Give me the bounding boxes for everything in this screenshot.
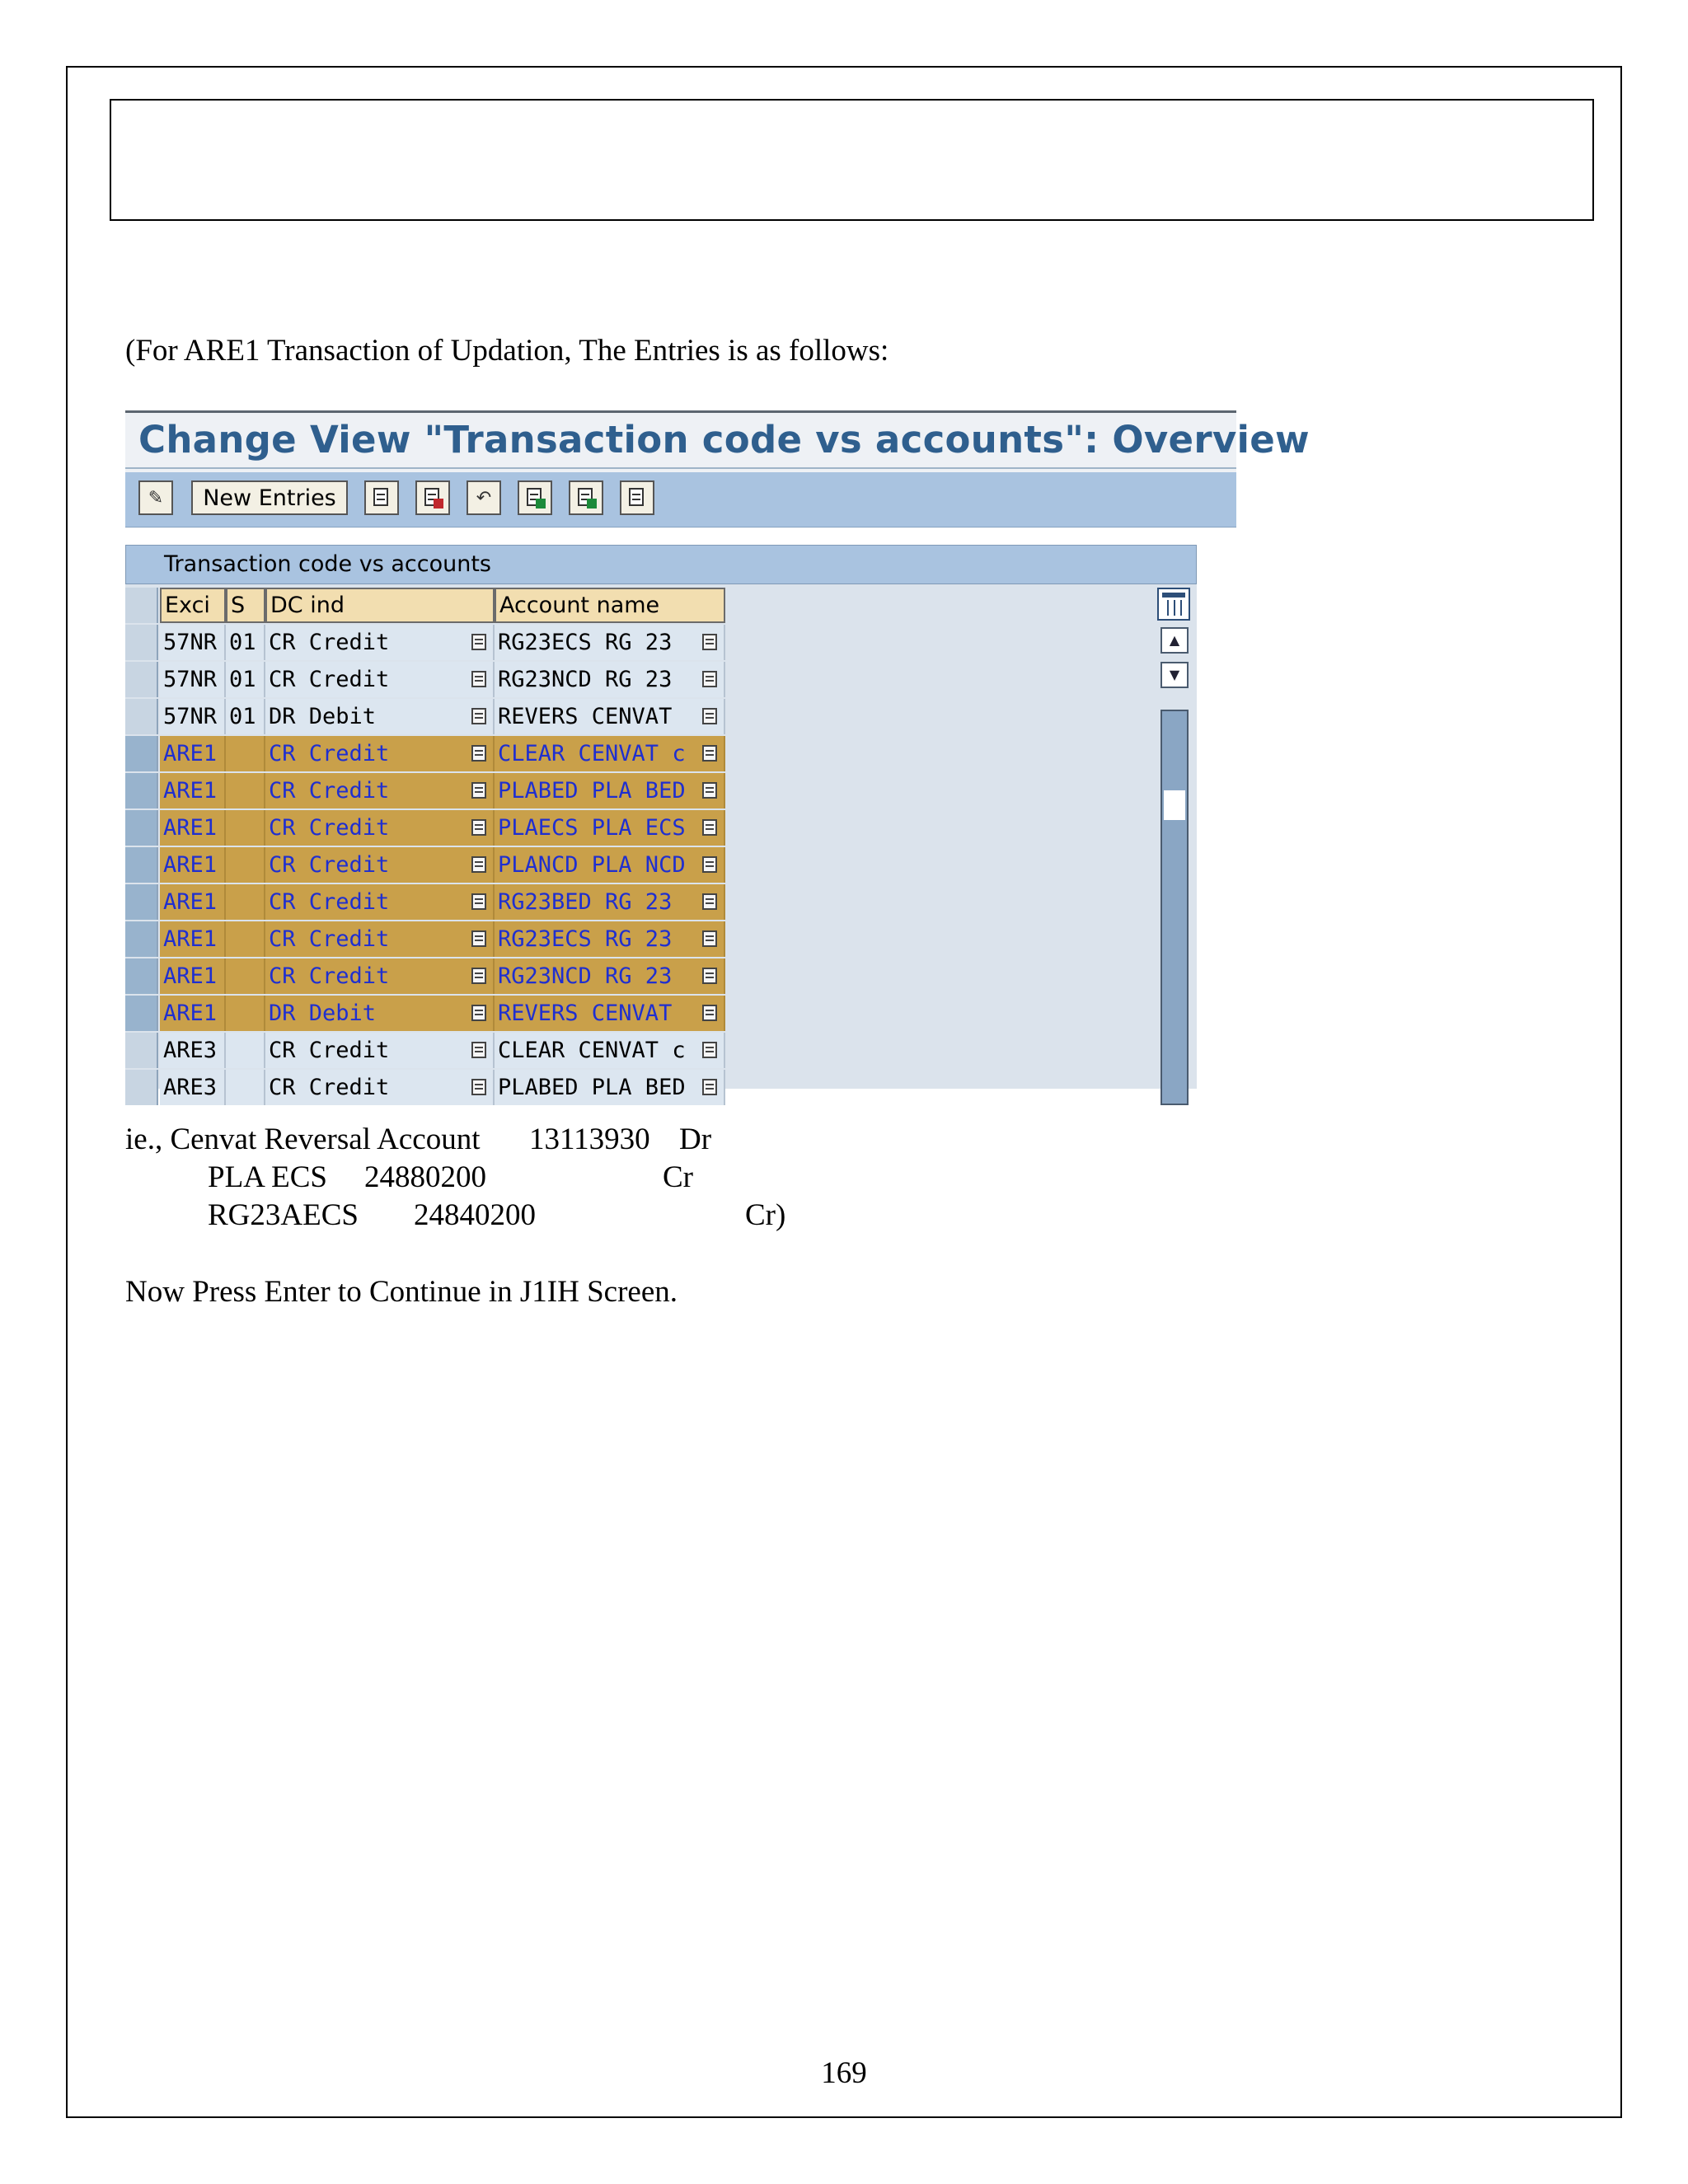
cell-exci[interactable]: ARE1 [160,810,226,846]
cell-account-name[interactable]: RG23ECS RG 23 [495,921,725,957]
select-all-button[interactable] [518,480,552,515]
screen-body [125,528,1236,1100]
cell-account-name[interactable]: RG23NCD RG 23 [495,662,725,697]
cell-account-name[interactable]: PLANCD PLA NCD [495,847,725,883]
row-selector[interactable] [125,996,158,1031]
intro-text: (For ARE1 Transaction of Updation, The Entries is as follows: [125,334,889,368]
value-help-icon[interactable] [702,1079,717,1095]
value-help-icon[interactable] [471,1042,486,1058]
value-help-icon[interactable] [702,782,717,799]
cell-exci[interactable]: 57NR [160,625,226,660]
cell-dc-ind[interactable]: CR Credit [265,958,495,994]
entry-account-number: 24840200 [414,1198,536,1232]
cell-exci[interactable]: ARE1 [160,958,226,994]
cell-exci[interactable]: 57NR [160,662,226,697]
cell-s[interactable] [226,958,265,994]
scroll-up-button[interactable]: ▲ [1160,627,1189,654]
column-header-account-name[interactable]: Account name [495,588,725,623]
cell-account-name[interactable]: PLABED PLA BED [495,773,725,808]
value-help-icon[interactable] [471,930,486,947]
scroll-down-button[interactable]: ▼ [1160,662,1189,688]
row-selector[interactable] [125,921,158,957]
cell-account-name[interactable]: PLAECS PLA ECS [495,810,725,846]
row-selector[interactable] [125,773,158,808]
cell-s[interactable] [226,1033,265,1068]
cell-s[interactable]: 01 [226,625,265,660]
table-caption: Transaction code vs accounts [125,545,1197,584]
cell-s[interactable] [226,1070,265,1105]
value-help-icon[interactable] [471,708,486,724]
entry-label: RG23AECS [208,1198,359,1232]
cell-account-name[interactable]: RG23ECS RG 23 [495,625,725,660]
cell-s[interactable] [226,921,265,957]
cell-s[interactable] [226,736,265,771]
row-selector[interactable] [125,1070,158,1105]
value-help-icon[interactable] [702,1042,717,1058]
cell-account-name[interactable]: RG23NCD RG 23 [495,958,725,994]
value-help-icon[interactable] [471,856,486,873]
cell-exci[interactable]: ARE1 [160,921,226,957]
cell-s[interactable] [226,884,265,920]
value-help-icon[interactable] [471,893,486,910]
cell-dc-ind[interactable]: CR Credit [265,773,495,808]
delete-button[interactable] [415,480,450,515]
undo-icon: ↶ [476,487,492,509]
pencil-glasses-icon: ✎ [148,487,164,509]
value-help-icon[interactable] [471,819,486,836]
cell-s[interactable] [226,810,265,846]
cell-dc-ind[interactable]: CR Credit [265,736,495,771]
row-selector[interactable] [125,736,158,771]
value-help-icon[interactable] [471,634,486,650]
value-help-icon[interactable] [471,745,486,762]
entry-label: PLA ECS [208,1160,327,1194]
cell-exci[interactable]: ARE1 [160,847,226,883]
page-number: 169 [821,2056,867,2090]
column-header-dc-ind[interactable]: DC ind [265,588,495,623]
row-selector[interactable] [125,1033,158,1068]
cell-s[interactable]: 01 [226,699,265,734]
value-help-icon[interactable] [702,893,717,910]
cell-exci[interactable]: 57NR [160,699,226,734]
entry-side: Cr) [745,1198,786,1232]
row-selector[interactable] [125,625,158,660]
row-selector[interactable] [125,847,158,883]
value-help-icon[interactable] [702,745,717,762]
cell-exci[interactable]: ARE3 [160,1033,226,1068]
continue-instruction: Now Press Enter to Continue in J1IH Screen. [125,1275,678,1309]
column-header-s[interactable]: S [226,588,265,623]
copy-as-button[interactable] [364,480,399,515]
row-selector[interactable] [125,699,158,734]
cell-dc-ind[interactable]: CR Credit [265,1070,495,1105]
cell-account-name[interactable]: CLEAR CENVAT c [495,736,725,771]
header-box [110,99,1594,221]
cell-dc-ind[interactable]: CR Credit [265,847,495,883]
value-help-icon[interactable] [471,968,486,984]
cell-exci[interactable]: ARE1 [160,773,226,808]
cell-account-name[interactable]: CLEAR CENVAT c [495,1033,725,1068]
select-block-button[interactable] [569,480,603,515]
cell-exci[interactable]: ARE1 [160,736,226,771]
delete-icon [422,487,443,509]
cell-s[interactable]: 01 [226,662,265,697]
value-help-icon[interactable] [702,930,717,947]
cell-dc-ind[interactable]: CR Credit [265,662,495,697]
cell-exci[interactable]: ARE1 [160,884,226,920]
table-control [125,545,1197,1100]
table-settings-icon[interactable] [1157,588,1190,621]
row-selector[interactable] [125,810,158,846]
undo-change-button[interactable] [467,480,501,515]
title-divider [125,467,1236,469]
scrollbar-thumb[interactable] [1164,790,1185,820]
new-entries-button[interactable]: New Entries [191,480,348,515]
cell-dc-ind[interactable]: DR Debit [265,996,495,1031]
select-all-rows-cell[interactable] [125,588,158,623]
row-selector[interactable] [125,884,158,920]
cell-dc-ind[interactable]: DR Debit [265,699,495,734]
sap-screenshot [125,410,1310,1100]
cell-dc-ind[interactable]: CR Credit [265,884,495,920]
copy-icon [371,487,392,509]
value-help-icon[interactable] [702,708,717,724]
cell-exci[interactable]: ARE3 [160,1070,226,1105]
value-help-icon[interactable] [702,1005,717,1021]
entry-side: Dr [679,1122,712,1156]
row-selector[interactable] [125,958,158,994]
cell-account-name[interactable]: RG23BED RG 23 [495,884,725,920]
cell-dc-ind[interactable]: CR Credit [265,921,495,957]
select-block-icon [575,487,597,509]
select-all-icon [524,487,546,509]
sap-screen-title: Change View "Transaction code vs accounts": Overview [138,418,1310,462]
cell-exci[interactable]: ARE1 [160,996,226,1031]
application-toolbar [125,472,1236,527]
vertical-scrollbar[interactable] [1160,710,1189,1105]
value-help-icon[interactable] [702,819,717,836]
cell-dc-ind[interactable]: CR Credit [265,625,495,660]
cell-account-name[interactable]: PLABED PLA BED [495,1070,725,1105]
entry-label: ie., Cenvat Reversal Account [125,1122,481,1156]
value-help-icon[interactable] [471,1005,486,1021]
cell-account-name[interactable]: REVERS CENVAT [495,699,725,734]
column-header-exci[interactable]: Exci [160,588,226,623]
value-help-icon[interactable] [471,1079,486,1095]
cell-account-name[interactable]: REVERS CENVAT [495,996,725,1031]
entry-side: Cr [663,1160,693,1194]
entry-account-number: 13113930 [529,1122,650,1156]
deselect-all-button[interactable] [620,480,654,515]
cell-s[interactable] [226,773,265,808]
value-help-icon[interactable] [471,671,486,687]
cell-s[interactable] [226,847,265,883]
deselect-all-icon [626,487,648,509]
cell-s[interactable] [226,996,265,1031]
row-selector[interactable] [125,662,158,697]
cell-dc-ind[interactable]: CR Credit [265,810,495,846]
value-help-icon[interactable] [471,782,486,799]
value-help-icon[interactable] [702,671,717,687]
value-help-icon[interactable] [702,968,717,984]
value-help-icon[interactable] [702,856,717,873]
cell-dc-ind[interactable]: CR Credit [265,1033,495,1068]
change-display-button[interactable] [138,480,173,515]
entry-account-number: 24880200 [364,1160,486,1194]
value-help-icon[interactable] [702,634,717,650]
